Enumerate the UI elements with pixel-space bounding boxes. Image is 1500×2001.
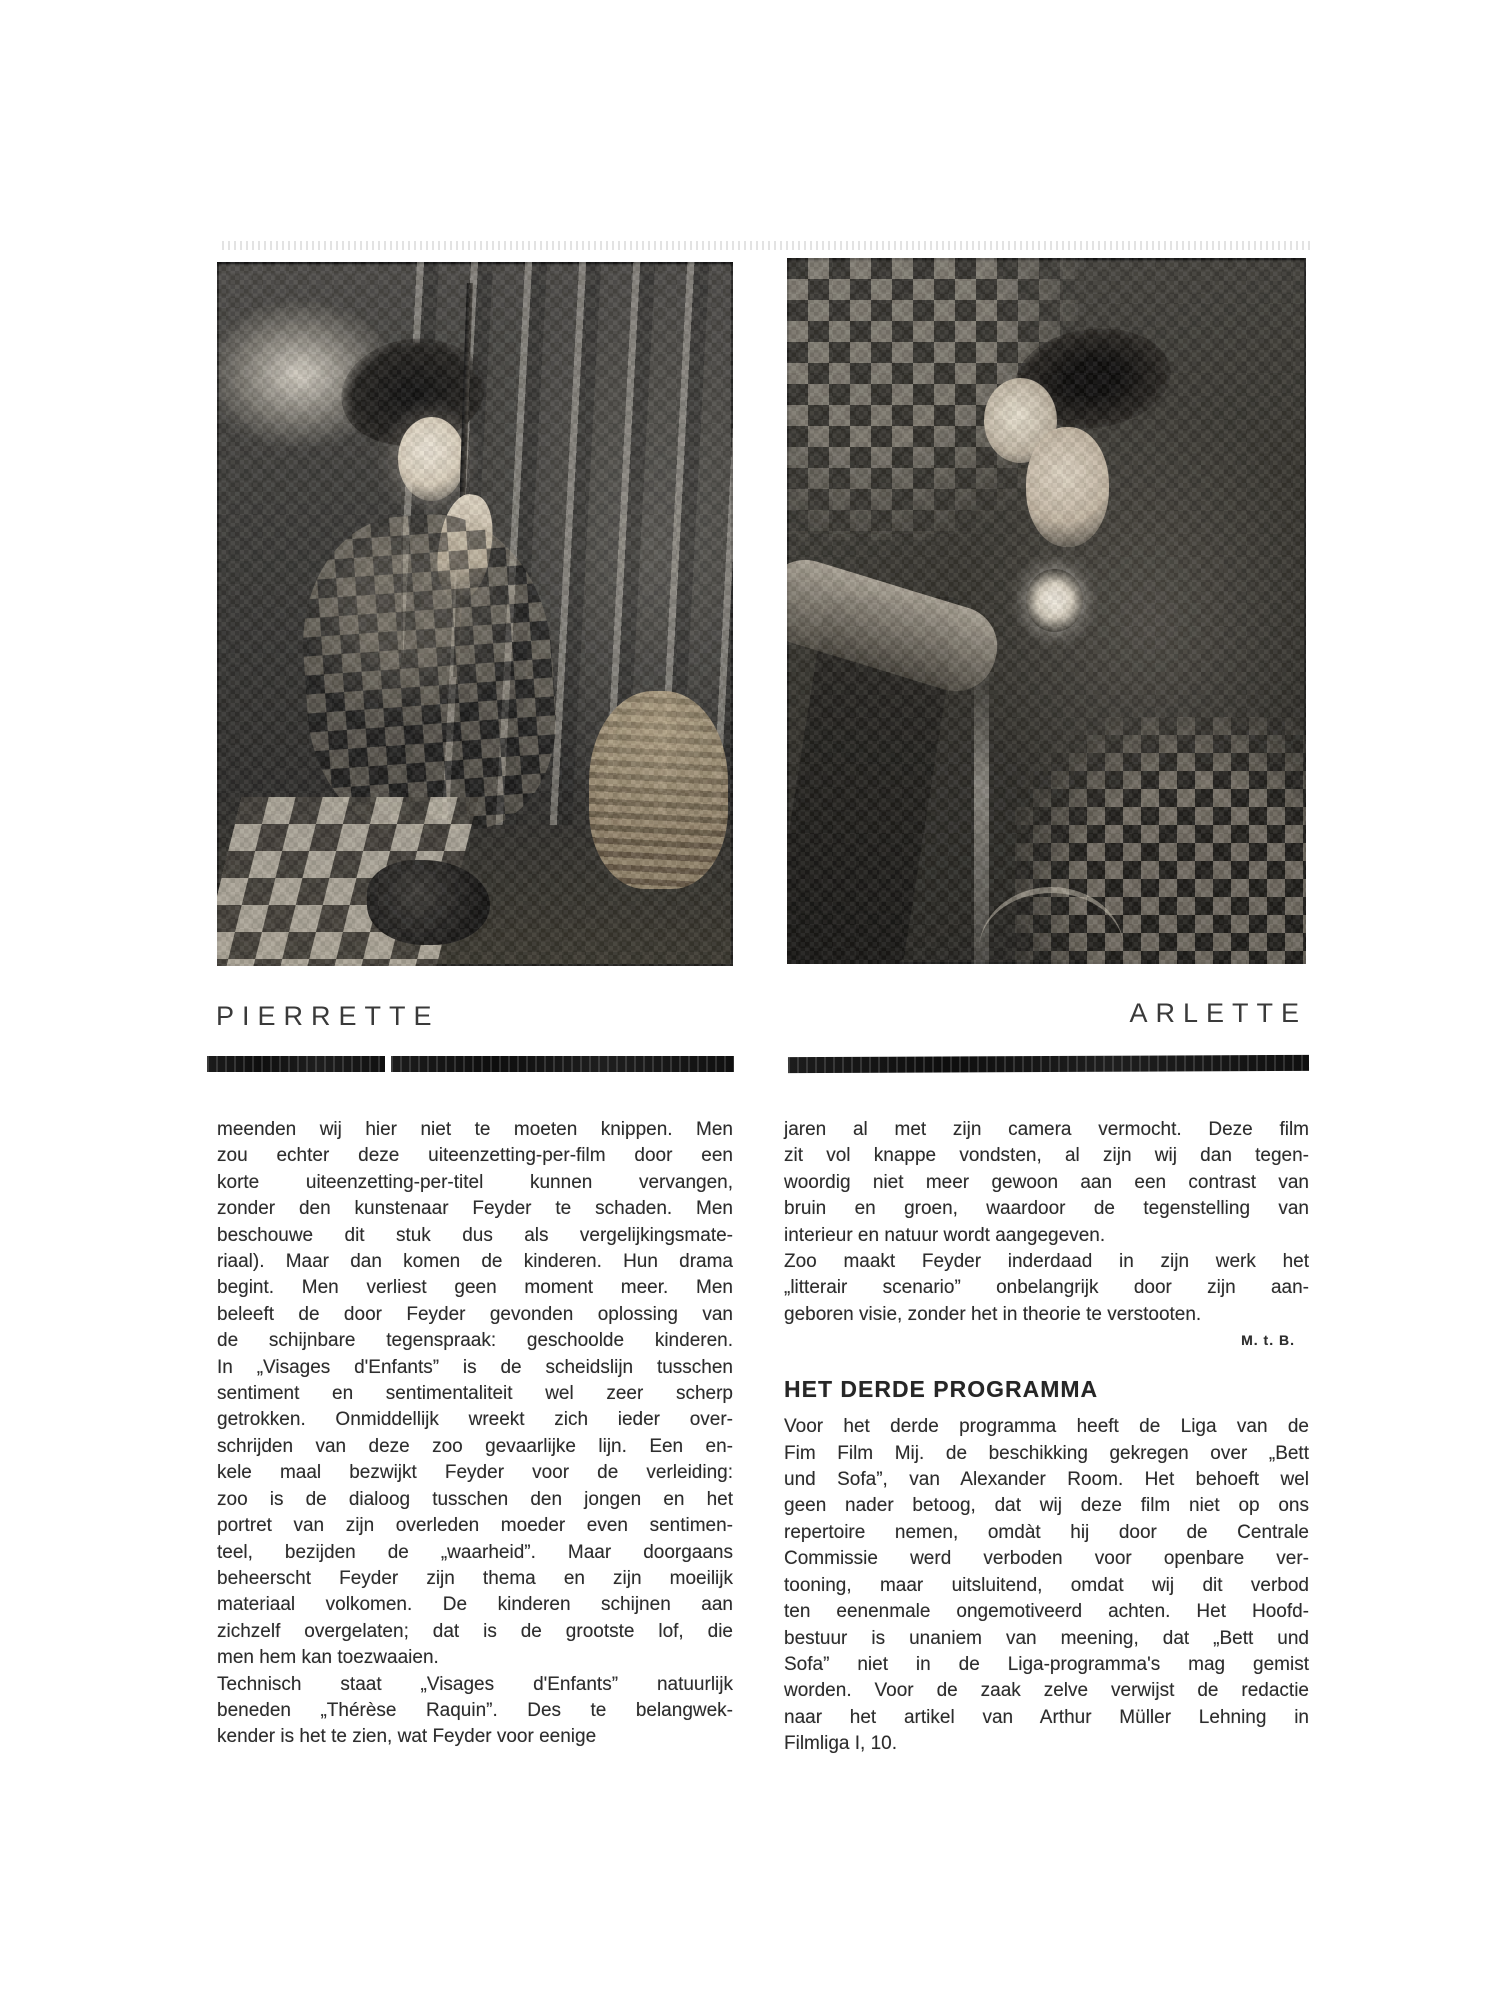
text-line: repertoire nemen, omdàt hij door de Centrale	[784, 1521, 1309, 1543]
text-line: sentiment en sentimentaliteit wel zeer scherp	[217, 1383, 733, 1405]
text-line: beleeft de door Feyder gevonden oplossing van	[217, 1303, 733, 1325]
text-line: teel, bezijden de „waarheid”. Maar doorgaans	[217, 1541, 733, 1563]
photo-grain-overlay	[217, 262, 733, 966]
text-line: interieur en natuur wordt aangegeven.	[784, 1224, 1106, 1246]
text-line: bruin en groen, waardoor de tegenstelling van	[784, 1198, 1309, 1220]
text-line: zou echter deze uiteenzetting-per-film door een	[217, 1145, 733, 1167]
rule-segment	[391, 1056, 734, 1072]
text-line: ten eenenmale ongemotiveerd achten. Het Hoofd-	[784, 1601, 1309, 1623]
text-line: zichzelf overgelaten; dat is de grootste lof, die	[217, 1620, 733, 1642]
text-line: beneden „Thérèse Raquin”. Des te belangwek-	[217, 1699, 733, 1721]
divider-rule-right	[788, 1055, 1309, 1073]
text-line: zoo is de dialoog tusschen den jongen en het	[217, 1488, 733, 1510]
text-line: „litterair scenario” onbelangrijk door zijn aan-	[784, 1277, 1309, 1299]
arlette-photo	[787, 258, 1306, 964]
text-line: In „Visages d'Enfants” is de scheidslijn tusschen	[217, 1356, 733, 1378]
text-line: tooning, maar uitsluitend, omdat wij dit verbod	[784, 1574, 1309, 1596]
pierrette-photo	[217, 262, 733, 966]
right-text-column	[784, 1117, 1309, 1758]
text-line: Filmliga I, 10.	[784, 1733, 897, 1755]
text-line: beheerscht Feyder zijn thema en zijn moeilijk	[217, 1567, 733, 1589]
divider-rule-left	[207, 1056, 734, 1072]
paragraph	[784, 1117, 1309, 1249]
text-line: geboren visie, zonder het in theorie te verstooten.	[784, 1303, 1202, 1325]
text-line: Fim Film Mij. de beschikking gekregen over „Bett	[784, 1442, 1309, 1464]
text-line: men hem kan toezwaaien.	[217, 1647, 439, 1669]
text-line: begint. Men verliest geen moment meer. Men	[217, 1277, 733, 1299]
text-line: korte uiteenzetting-per-titel kunnen vervangen,	[217, 1171, 733, 1193]
text-line: Zoo maakt Feyder inderdaad in zijn werk het	[784, 1251, 1309, 1273]
column-paragraphs-top	[784, 1117, 1309, 1328]
text-line: Sofa” niet in de Liga-programma's mag gemist	[784, 1653, 1309, 1675]
text-line: zit vol knappe vondsten, al zijn wij dan tegen-	[784, 1145, 1309, 1167]
column-paragraphs-bottom	[784, 1414, 1309, 1757]
text-line: Technisch staat „Visages d'Enfants” natuurlijk	[217, 1673, 733, 1695]
text-line: Voor het derde programma heeft de Liga van de	[784, 1416, 1309, 1438]
text-line: Commissie werd verboden voor openbare ver-	[784, 1548, 1309, 1570]
paragraph	[784, 1249, 1309, 1328]
text-line: getrokken. Onmiddellijk wreekt zich ieder over-	[217, 1409, 733, 1431]
text-line: meenden wij hier niet te moeten knippen. Men	[217, 1119, 733, 1140]
rule-segment	[207, 1056, 385, 1072]
text-line: materiaal volkomen. De kinderen schijnen aan	[217, 1594, 733, 1616]
scan-artifact-band	[222, 241, 1314, 250]
text-line: zonder den kunstenaar Feyder te schaden. Men	[217, 1198, 733, 1220]
text-line: geen nader betoog, dat wij deze film niet op ons	[784, 1495, 1309, 1517]
paragraph	[217, 1672, 733, 1751]
text-line: naar het artikel van Arthur Müller Lehning in	[784, 1706, 1309, 1728]
text-line: jaren al met zijn camera vermocht. Deze film	[784, 1119, 1309, 1140]
left-text-column	[217, 1117, 733, 1751]
paragraph	[217, 1117, 733, 1672]
caption-arlette: ARLETTE	[1129, 998, 1307, 1028]
author-initials: M. t. B.	[1241, 1332, 1295, 1349]
text-line: kele maal bezwijkt Feyder voor de verleiding:	[217, 1462, 733, 1484]
text-line: riaal). Maar dan komen de kinderen. Hun drama	[217, 1251, 733, 1273]
text-line: beschouwe dit stuk dus als vergelijkingsmate-	[217, 1224, 733, 1246]
caption-pierrette: PIERRETTE	[216, 1001, 440, 1031]
text-line: de schijnbare tegenspraak: geschoolde kinderen.	[217, 1330, 733, 1352]
text-line: kender is het te zien, wat Feyder voor eenige	[217, 1726, 597, 1748]
paragraph	[784, 1414, 1309, 1757]
text-line: bestuur is unaniem van meening, dat „Bett und	[784, 1627, 1309, 1649]
section-heading: HET DERDE PROGRAMMA	[784, 1376, 1099, 1403]
text-line: woordig niet meer gewoon aan een contrast van	[784, 1171, 1309, 1193]
rule-segment	[788, 1055, 1309, 1073]
text-line: schrijden van deze zoo gevaarlijke lijn. Een en-	[217, 1435, 733, 1457]
text-line: portret van zijn overleden moeder even sentimen-	[217, 1515, 733, 1537]
text-line: worden. Voor de zaak zelve verwijst de redactie	[784, 1680, 1309, 1702]
text-line: und Sofa”, van Alexander Room. Het behoeft wel	[784, 1469, 1309, 1491]
photo-grain-overlay	[787, 258, 1306, 964]
